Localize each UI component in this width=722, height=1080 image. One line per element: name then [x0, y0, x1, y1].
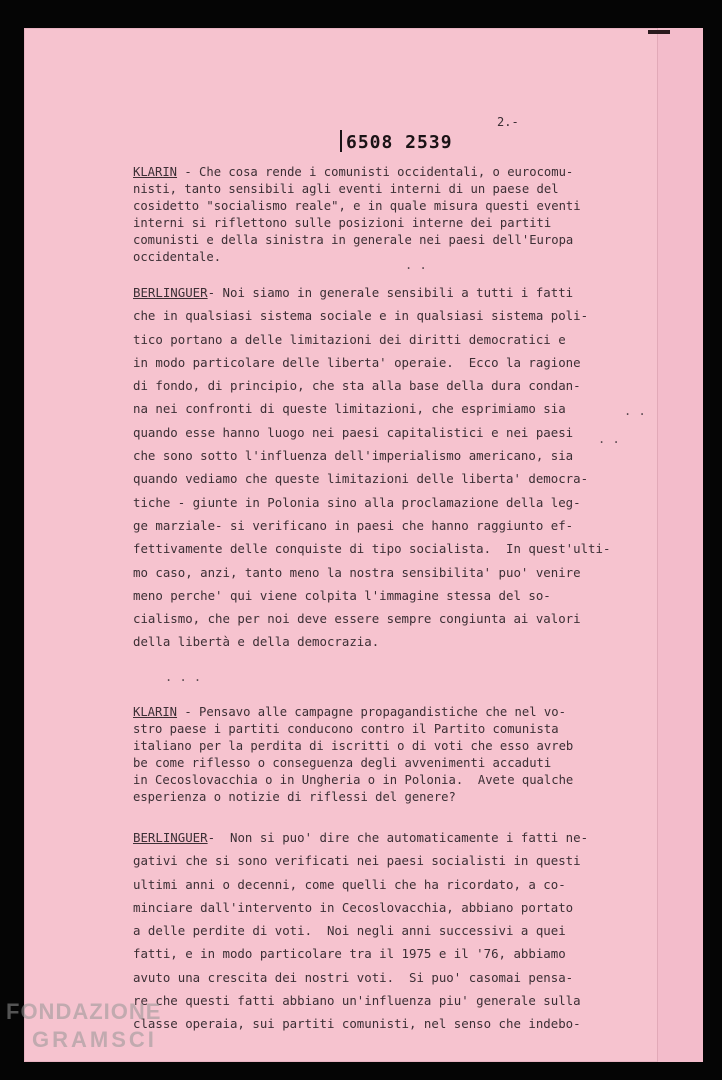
- answer-berlinguer-1: BERLINGUER- Noi siamo in generale sensibili a tutti i fatti che in qualsiasi sistema sociale e in qualsiasi sistema poli- tico portano a delle limitazioni dei diritti democratici e in modo particolare delle liberta' operaie. Ecco la ragione di fondo, di principio, che sta alla base della dura condan- na nei confronti di queste limitazioni, che esprimiamo sia quando esse hanno luogo nei paesi capitalistici e nei paesi che sono sotto l'influenza dell'imperialismo americano, sia quando vediamo che queste limitazioni delle liberta' democra- tiche - giunte in Polonia sino alla proclamazione della leg- ge marziale- si verificano in paesi che hanno raggiunto ef- fettivamente delle conquiste di tipo socialista. In quest'ulti- mo caso, anzi, tanto meno la nostra sensibilita' puo' venire meno perche' qui viene colpita l'immagine stessa del so- cialismo, che per noi deve essere sempre congiunta ai valori della libertà e della democrazia.: [133, 285, 611, 650]
- speaker-name: BERLINGUER: [133, 830, 208, 845]
- binding-mark: [648, 30, 670, 34]
- archive-stamp-number: 6508 2539: [346, 132, 453, 153]
- ink-speck: . .: [405, 258, 427, 272]
- question-klarin-1: KLARIN - Che cosa rende i comunisti occidentali, o eurocomu- nisti, tanto sensibili agli eventi interni di un paese del cosidetto "socialismo reale", e in quale misura questi eventi interni si riflettono sulle posizioni interne dei partiti comunisti e della sinistra in generale nei paesi dell'Europa occidentale.: [133, 165, 581, 264]
- fondazione-gramsci-watermark: [6, 998, 161, 1054]
- page-number: 2.-: [497, 115, 519, 129]
- watermark-line-1: FONDAZIONE: [6, 999, 162, 1024]
- paper-edge: [657, 28, 703, 1062]
- question-klarin-2: KLARIN - Pensavo alle campagne propagandistiche che nel vo- stro paese i partiti conducono contro il Partito comunista italiano per la perdita di iscritti o di voti che esso avreb be come riflesso o conseguenza degli avvenimenti accaduti in Cecoslovacchia o in Ungheria o in Polonia. Avete qualche esperienza o notizie di riflessi del genere?: [133, 705, 574, 804]
- watermark-line-2: GRAMSCI: [32, 1027, 157, 1052]
- archive-stamp: [340, 130, 453, 153]
- ink-speck: . .: [624, 404, 646, 418]
- ink-speck: . . .: [165, 670, 202, 684]
- speaker-name: KLARIN: [133, 705, 178, 719]
- speaker-name: KLARIN: [133, 165, 178, 179]
- answer-berlinguer-2: BERLINGUER- Non si puo' dire che automaticamente i fatti ne- gativi che si sono verificati nei paesi socialisti in questi ultimi anni o decenni, come quelli che ha ricordato, a co- minciare dall'intervento in Cecoslovacchia, abbiano portato a delle perdite di voti. Noi negli anni successivi a quei fatti, e in modo particolare tra il 1975 e il '76, abbiamo avuto una crescita dei nostri voti. Si puo' casomai pensa- re che questi fatti abbiano un'influenza piu' generale sulla classe operaia, sui partiti comunisti, nel senso che indebo-: [133, 830, 589, 1032]
- ink-speck: . .: [598, 432, 620, 446]
- speaker-name: BERLINGUER: [133, 285, 208, 300]
